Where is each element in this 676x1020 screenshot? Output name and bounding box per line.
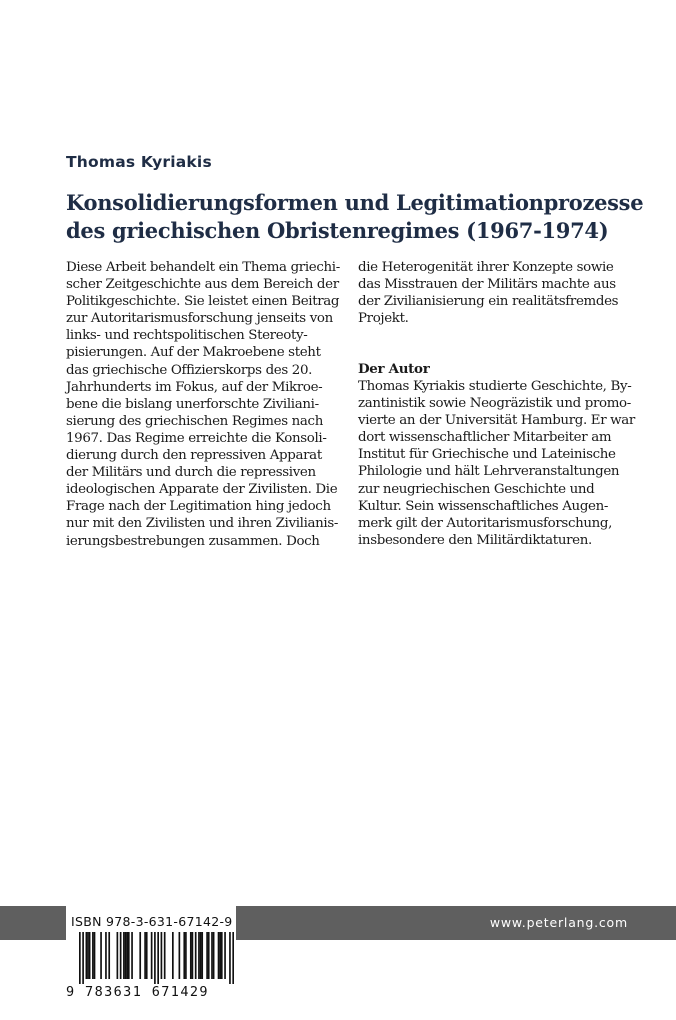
blurb-line: Diese Arbeit behandelt ein Thema griechi- <box>66 260 340 275</box>
bio-line: zur neugriechischen Geschichte und <box>358 481 595 497</box>
barcode-bar <box>208 932 210 979</box>
bio-line: dort wissenschaftlicher Mitarbeiter am <box>358 430 612 446</box>
blurb-left-column <box>66 259 348 550</box>
blurb-line: ierungsbestrebungen zusammen. Doch <box>66 533 320 549</box>
blurb-line: nur mit den Zivilisten und ihren Zivilianis- <box>66 516 339 532</box>
barcode-bar <box>183 932 185 979</box>
barcode-bar <box>92 932 94 979</box>
barcode-bar <box>125 932 127 979</box>
barcode-bar <box>200 932 202 979</box>
barcode-bar <box>224 932 226 979</box>
blurb-line: links- und rechtspolitischen Stereoty- <box>66 328 308 344</box>
barcode <box>79 932 234 984</box>
barcode-bar <box>161 932 163 979</box>
barcode-digits: 9 783631 671429 <box>66 984 209 1000</box>
barcode-bar <box>213 932 215 979</box>
bio-line: zantinistik sowie Neogräzistik und promo- <box>358 396 631 412</box>
isbn-barcode-box <box>66 906 236 1020</box>
blurb-line: bene die bislang unerforschte Ziviliani- <box>66 396 319 412</box>
barcode-bar <box>94 932 96 979</box>
author-section-heading: Der Autor <box>358 361 430 377</box>
barcode-guard-bar <box>154 932 156 984</box>
title-line: des griechischen Obristenregimes (1967-1974) <box>66 218 609 243</box>
barcode-bar <box>151 932 153 979</box>
author-name: Thomas Kyriakis <box>66 153 212 171</box>
blurb-line: ideologischen Apparate der Zivilisten. Die <box>66 482 338 498</box>
barcode-bar <box>100 932 102 979</box>
bio-line: Philologie und hält Lehrveranstaltungen <box>358 464 620 480</box>
blurb-line: die Heterogenität ihrer Konzepte sowie <box>358 260 614 275</box>
blurb-line: scher Zeitgeschichte aus dem Bereich der <box>66 277 339 293</box>
bio-line: Thomas Kyriakis studierte Geschichte, By- <box>358 379 632 394</box>
barcode-bar <box>87 932 89 979</box>
barcode-bar <box>123 932 125 979</box>
barcode-bar <box>120 932 122 979</box>
barcode-guard-bar <box>157 932 159 984</box>
barcode-bar <box>218 932 220 979</box>
barcode-bar <box>164 932 166 979</box>
blurb-line: zur Autoritarismusforschung jenseits von <box>66 311 333 327</box>
blurb-line: Jahrhunderts im Fokus, auf der Mikroe- <box>66 379 323 395</box>
blurb-line: dierung durch den repressiven Apparat <box>66 448 322 464</box>
barcode-bar <box>195 932 197 979</box>
barcode-bar <box>192 932 194 979</box>
barcode-bar <box>105 932 107 979</box>
bio-line: insbesondere den Militärdiktaturen. <box>358 532 592 548</box>
blurb-line: das griechische Offizierskorps des 20. <box>66 362 313 378</box>
barcode-bar <box>179 932 181 979</box>
blurb-right-column <box>358 259 648 327</box>
barcode-bar <box>146 932 148 979</box>
isbn-label: ISBN 978-3-631-67142-9 <box>71 914 233 929</box>
barcode-bar <box>128 932 130 979</box>
bio-line: vierte an der Universität Hamburg. Er war <box>358 413 635 429</box>
bio-line: merk gilt der Autoritarismusforschung, <box>358 515 613 531</box>
title-line: Konsolidierungsformen und Legitimationprozesse <box>66 190 644 215</box>
blurb-line: 1967. Das Regime erreichte die Konsoli- <box>66 430 327 446</box>
blurb-line: der Zivilianisierung ein realitätsfremdes <box>358 294 619 310</box>
blurb-line: Projekt. <box>358 311 409 327</box>
bio-line: Kultur. Sein wissenschaftliches Augen- <box>358 498 609 514</box>
barcode-bar <box>126 932 128 979</box>
blurb-line: pisierungen. Auf der Makroebene steht <box>66 345 321 361</box>
blurb-line: Politikgeschichte. Sie leistet einen Beitrag <box>66 294 340 310</box>
barcode-bar <box>219 932 221 979</box>
barcode-bar <box>198 932 200 979</box>
barcode-bar <box>221 932 223 979</box>
book-title <box>66 189 646 245</box>
barcode-bar <box>206 932 208 979</box>
barcode-bar <box>185 932 187 979</box>
barcode-bar <box>139 932 141 979</box>
barcode-bar <box>89 932 91 979</box>
barcode-bar <box>190 932 192 979</box>
barcode-bar <box>172 932 174 979</box>
barcode-bar <box>144 932 146 979</box>
blurb-line: sierung des griechischen Regimes nach <box>66 413 323 429</box>
bio-line: Institut für Griechische und Lateinische <box>358 447 616 463</box>
barcode-bar <box>201 932 203 979</box>
author-bio <box>358 378 648 549</box>
blurb-line: Frage nach der Legitimation hing jedoch <box>66 499 331 515</box>
barcode-guard-bar <box>229 932 231 984</box>
barcode-bar <box>108 932 110 979</box>
blurb-line: das Misstrauen der Militärs machte aus <box>358 277 616 293</box>
barcode-bar <box>86 932 88 979</box>
publisher-website[interactable]: www.peterlang.com <box>489 915 628 930</box>
barcode-bar <box>211 932 213 979</box>
barcode-bar <box>117 932 119 979</box>
barcode-guard-bar <box>79 932 81 984</box>
barcode-guard-bar <box>232 932 234 984</box>
barcode-bar <box>131 932 133 979</box>
barcode-guard-bar <box>82 932 84 984</box>
blurb-line: der Militärs und durch die repressiven <box>66 465 316 481</box>
